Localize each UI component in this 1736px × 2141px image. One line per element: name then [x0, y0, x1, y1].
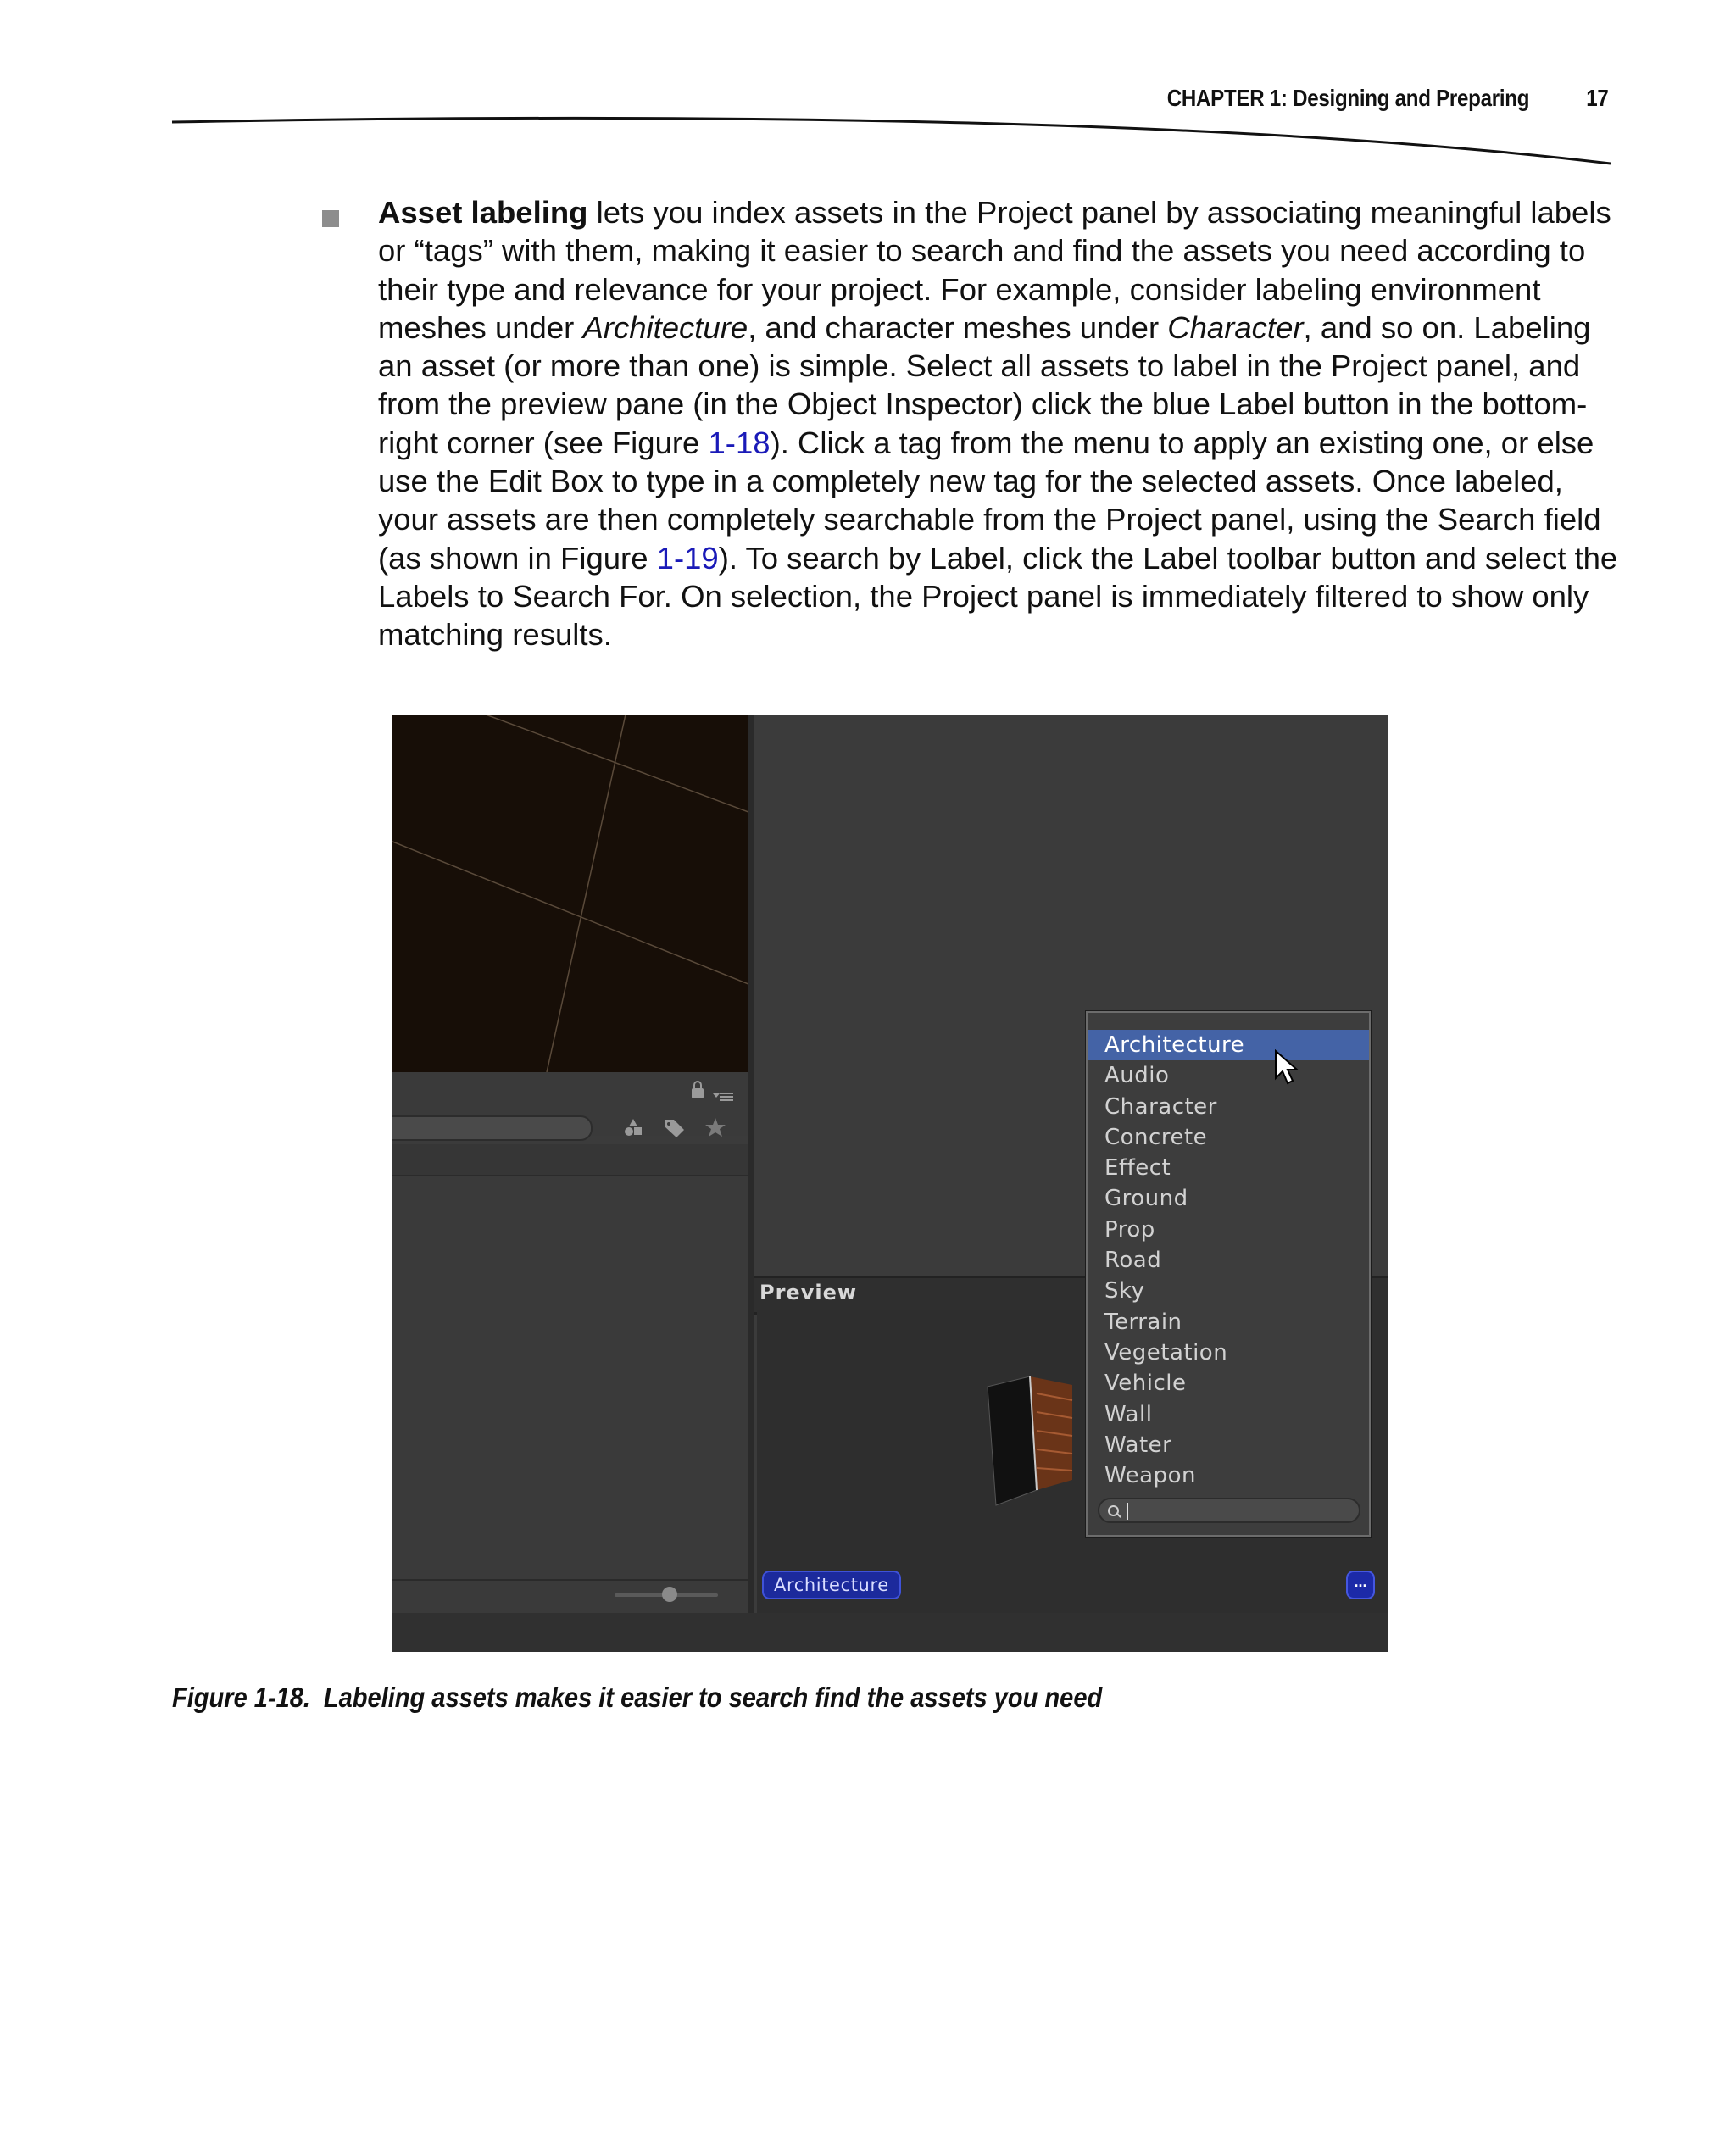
project-asset-list[interactable]: [392, 1176, 748, 1579]
page-number: 17: [1586, 85, 1609, 111]
lead-term: Asset labeling: [378, 195, 588, 230]
favorite-icon[interactable]: [704, 1116, 727, 1138]
scene-viewport[interactable]: [392, 715, 748, 1072]
label-icon[interactable]: [662, 1116, 686, 1138]
emphasis-character: Character: [1167, 309, 1304, 345]
label-menu-item[interactable]: Vehicle: [1104, 1371, 1187, 1397]
label-menu-item[interactable]: Concrete: [1104, 1124, 1208, 1150]
label-menu-item[interactable]: Water: [1104, 1432, 1172, 1458]
caption-text: Labeling assets makes it easier to search find the assets you need: [323, 1682, 1103, 1713]
label-menu-item[interactable]: Road: [1104, 1248, 1162, 1274]
preview-title: Preview: [760, 1281, 858, 1304]
label-menu-item[interactable]: Terrain: [1104, 1309, 1182, 1335]
emphasis-architecture: Architecture: [582, 309, 748, 345]
label-menu-item[interactable]: Character: [1104, 1093, 1217, 1120]
caption-label: Figure 1-18.: [172, 1682, 311, 1713]
panel-menu-icon[interactable]: [713, 1091, 735, 1103]
mouse-cursor-icon: [1274, 1049, 1299, 1087]
bullet-marker: [322, 210, 339, 227]
label-edit-box[interactable]: [1098, 1498, 1360, 1523]
label-menu-item[interactable]: Ground: [1104, 1186, 1188, 1212]
label-menu-item[interactable]: Sky: [1104, 1278, 1145, 1304]
figure-ref-link[interactable]: 1-18: [708, 425, 771, 460]
label-menu-item[interactable]: Weapon: [1104, 1463, 1197, 1489]
project-search-field[interactable]: [392, 1115, 593, 1141]
text-run: , and character meshes under: [748, 309, 1168, 345]
label-menu-item[interactable]: Vegetation: [1104, 1339, 1228, 1365]
text-run: , and so on. Labeling an asset (or more than one) is simple. Select all assets to label in the Project panel, and from the preview pane (in the Object Inspector) click the blue Label button in the bottom-right corner (see Figure: [378, 309, 1591, 460]
label-menu-item[interactable]: Wall: [1104, 1401, 1153, 1427]
text-run: ). Click a tag from the menu to apply an existing one, or else use the Edit Box to type in a completely new tag for the selected assets. Once labeled, your assets are then completely searchable from the Project panel, using the Search field (as shown in Figure: [378, 425, 1601, 576]
text-run: lets you index assets in the Project panel by associating meaningful labels or “tags” with them, making it easier to search and find the assets you need according to their type and relevance for your project. For example, consider labeling environment meshes under: [378, 195, 1611, 345]
lock-icon[interactable]: [692, 1088, 704, 1098]
figure-screenshot: [392, 715, 1388, 1652]
project-list-header: [392, 1144, 748, 1176]
label-menu-item[interactable]: Audio: [1104, 1063, 1170, 1089]
chapter-title: CHAPTER 1: Designing and Preparing: [1167, 85, 1530, 111]
label-menu-item[interactable]: Architecture: [1088, 1030, 1369, 1060]
figure-ref-link[interactable]: 1-19: [656, 540, 719, 576]
header-rule: [0, 106, 1736, 174]
figure-caption: [172, 1682, 1102, 1714]
filter-type-icon[interactable]: [621, 1116, 645, 1138]
text-run: ). To search by Label, click the Label toolbar button and select the Labels to Search For. On selection, the Project panel is immediately filtered to show only matching results.: [378, 540, 1618, 653]
search-icon: [1108, 1505, 1119, 1516]
label-menu-item[interactable]: Prop: [1104, 1216, 1155, 1243]
body-paragraph: [378, 193, 1624, 654]
scene-grid: [392, 715, 748, 1072]
editor-bottom-strip: [392, 1613, 1388, 1652]
text-caret: [1127, 1503, 1128, 1520]
project-bottom-bar: [392, 1579, 748, 1615]
label-dropdown-menu: [1086, 1011, 1371, 1537]
label-menu-list: [1088, 1030, 1369, 1491]
label-menu-item[interactable]: Effect: [1104, 1155, 1171, 1182]
zoom-slider-thumb[interactable]: [662, 1587, 677, 1602]
label-button[interactable]: ...: [1346, 1571, 1375, 1599]
asset-label-chip[interactable]: Architecture: [762, 1571, 901, 1599]
